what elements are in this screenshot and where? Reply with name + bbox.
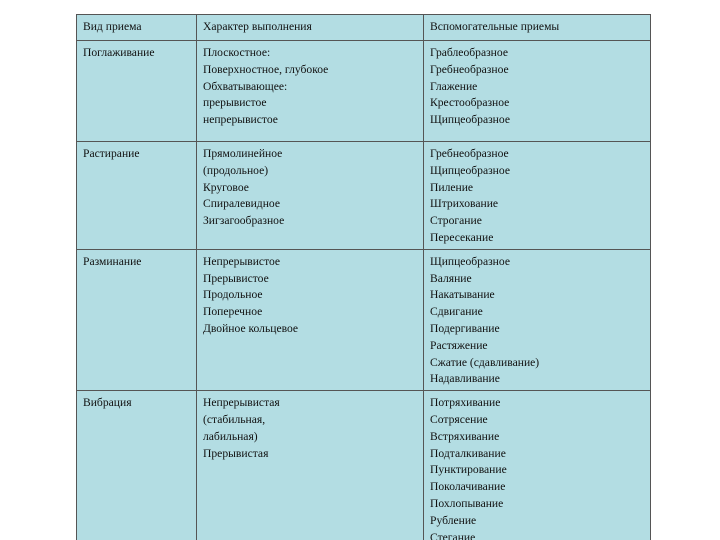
cell-line: Прерывистая <box>203 446 269 460</box>
cell-line: Строгание <box>430 214 482 228</box>
cell-line: лабильная) <box>203 429 258 443</box>
cell-line: Продольное <box>203 288 263 302</box>
cell-line: Сдвигание <box>430 305 483 319</box>
cell-line: Сотрясение <box>430 412 488 426</box>
cell-line: Крестообразное <box>430 96 510 110</box>
table-row <box>77 249 651 390</box>
cell-line: Непрерывистое <box>203 254 281 268</box>
cell-line: Гребнеобразное <box>430 147 509 160</box>
cell-line: Пересекание <box>430 230 494 244</box>
cell-line: Поперечное <box>203 305 263 319</box>
cell-line: Стегание <box>430 530 476 540</box>
cell-line: Сжатие (сдавливание) <box>430 355 540 369</box>
row-auxiliary-cell <box>424 142 651 250</box>
cell-line: Спиралевидное <box>203 197 280 211</box>
cell-line: Пунктирование <box>430 463 507 477</box>
cell-line: Похлопывание <box>430 496 504 510</box>
cell-line: Пиление <box>430 180 474 194</box>
cell-line: Надавливание <box>430 372 500 386</box>
cell-line: Круговое <box>203 180 249 194</box>
cell-line: (стабильная, <box>203 412 266 426</box>
row-character-cell <box>197 41 424 142</box>
cell-line: Поколачивание <box>430 480 506 494</box>
cell-line: Двойное кольцевое <box>203 321 299 335</box>
cell-line: Зигзагообразное <box>203 214 285 228</box>
cell-line: Щипцеобразное <box>430 163 510 177</box>
table-row <box>77 142 651 250</box>
row-character-cell <box>197 249 424 390</box>
cell-line: Потряхивание <box>430 396 501 410</box>
cell-line: Рубление <box>430 513 477 527</box>
cell-line: Щипцеобразное <box>430 254 510 268</box>
cell-line: Накатывание <box>430 288 495 302</box>
header-cell-auxiliary: Вспомогательные приемы <box>424 15 651 41</box>
header-cell-character: Характер выполнения <box>197 15 424 41</box>
cell-line: непрерывистое <box>203 113 278 127</box>
cell-line: Щипцеобразное <box>430 113 510 127</box>
cell-line: Глажение <box>430 79 478 93</box>
cell-line: Прямолинейное <box>203 147 283 160</box>
table-header-row <box>77 15 651 41</box>
table-row <box>77 391 651 540</box>
header-cell-technique: Вид приема <box>77 15 197 41</box>
cell-line: прерывистое <box>203 96 267 110</box>
cell-line: Прерывистое <box>203 271 269 285</box>
row-technique-name: Поглаживание <box>77 41 197 142</box>
row-technique-name: Вибрация <box>77 391 197 540</box>
table-row <box>77 41 651 142</box>
cell-line: Плоскостное: <box>203 46 271 59</box>
cell-line: Поверхностное, глубокое <box>203 62 329 76</box>
row-auxiliary-cell <box>424 391 651 540</box>
cell-line: Непрерывистая <box>203 396 280 410</box>
row-technique-name: Разминание <box>77 249 197 390</box>
cell-line: (продольное) <box>203 163 269 177</box>
row-auxiliary-cell <box>424 41 651 142</box>
cell-line: Штрихование <box>430 197 499 211</box>
row-technique-name: Растирание <box>77 142 197 250</box>
row-character-cell <box>197 391 424 540</box>
cell-line: Подталкивание <box>430 446 506 460</box>
cell-line: Гребнеобразное <box>430 62 509 76</box>
cell-line: Граблеобразное <box>430 46 508 59</box>
cell-line: Валяние <box>430 271 472 285</box>
cell-line: Обхватывающее: <box>203 79 288 93</box>
cell-line: Растяжение <box>430 338 488 352</box>
cell-line: Встряхивание <box>430 429 500 443</box>
cell-line: Подергивание <box>430 321 500 335</box>
massage-techniques-table <box>76 14 651 540</box>
row-auxiliary-cell <box>424 249 651 390</box>
row-character-cell <box>197 142 424 250</box>
